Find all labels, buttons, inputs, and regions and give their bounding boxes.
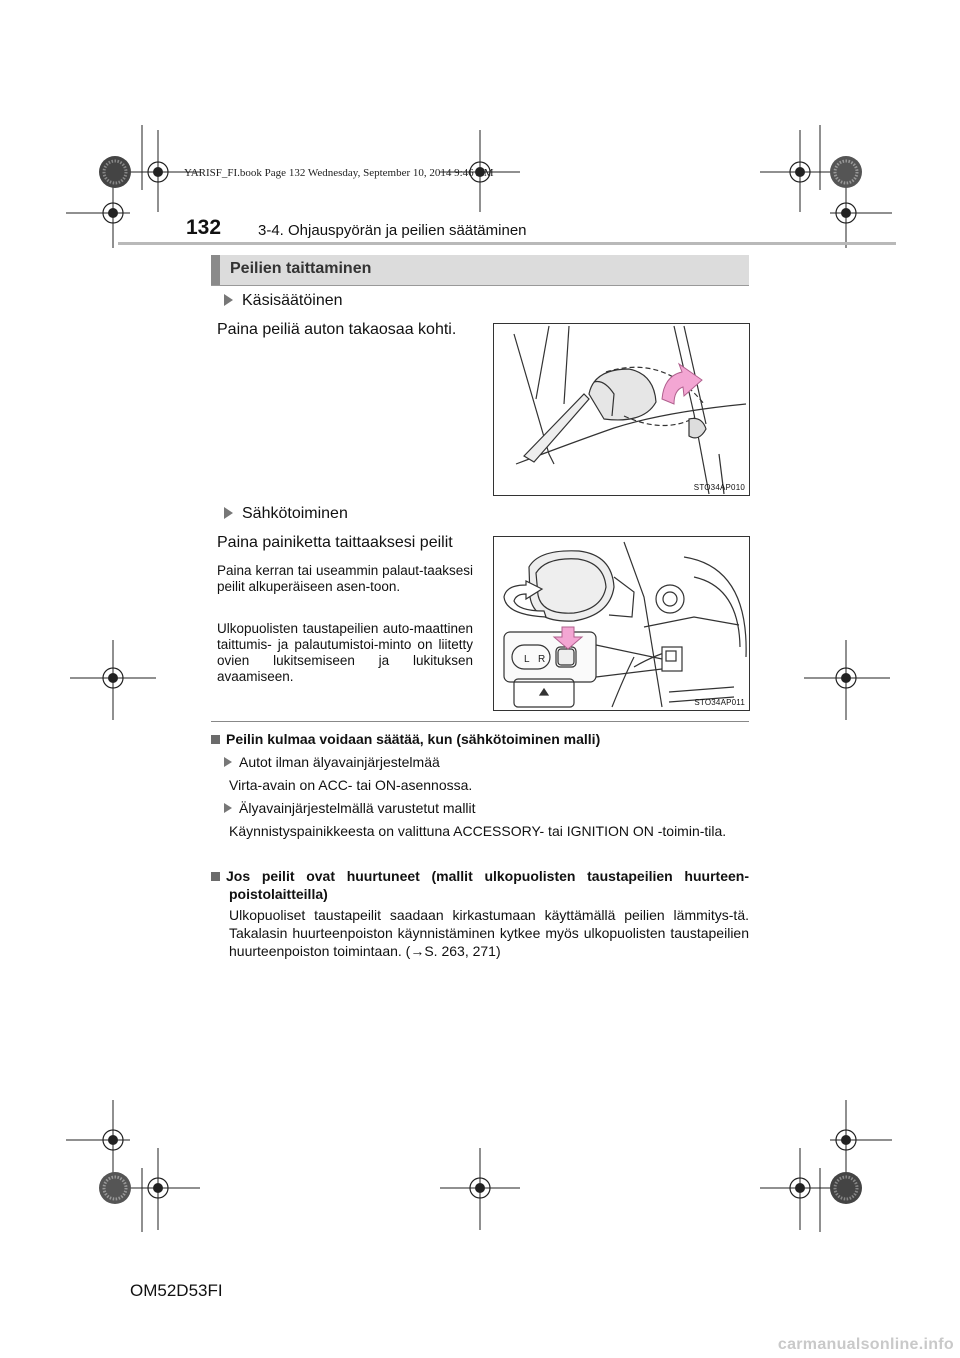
triangle-bullet-icon [224, 507, 233, 519]
section-rule [211, 285, 749, 286]
manual-label: Käsisäätöinen [242, 292, 343, 309]
angle-sub1: Autot ilman älyavainjärjestelmää [239, 754, 440, 770]
page-number: 132 [186, 216, 222, 239]
mirror-switch-illustration [494, 537, 749, 710]
triangle-bullet-icon [224, 757, 232, 767]
footer-manual-code: OM52D53FI [130, 1281, 223, 1300]
manual-fold-figure [493, 323, 750, 496]
angle-text1: Virta-avain on ACC- tai ON-asennossa. [229, 777, 473, 793]
section-title: Peilien taittaminen [230, 260, 372, 277]
angle-sub1-row [224, 753, 440, 771]
defog-heading-row [211, 867, 749, 903]
mirror-fold-illustration [494, 324, 749, 495]
figure-code: STO34AP010 [693, 483, 745, 492]
section-heading [211, 255, 749, 285]
angle-sub2: Älyavainjärjestelmällä varustetut mallit [239, 800, 476, 816]
square-bullet-icon [211, 872, 220, 881]
electric-label: Sähkötoiminen [242, 505, 348, 522]
switch-left-label: L [524, 654, 530, 665]
watermark: carmanualsonline.info [777, 1336, 954, 1353]
switch-right-label: R [538, 654, 546, 665]
square-bullet-icon [211, 735, 220, 744]
defog-text: Ulkopuoliset taustapeilit saadaan kirkastumaan käyttämällä peilien lämmitys-tä. Takalasin huurteenpoiston käynnistäminen kytkee myös ulkopuolisten taustapeilien huurteenpoiston toimintaan. (→S. 263, 271) [229, 907, 749, 959]
angle-text2: Käynnistyspainikkeesta on valittuna ACCESSORY- tai IGNITION ON -toimin-tila. [229, 823, 727, 839]
manual-instruction: Paina peiliä auton takaosaa kohti. [217, 321, 457, 338]
electric-label-row [224, 505, 348, 523]
content-divider [211, 721, 749, 722]
figure-code: STO34AP011 [694, 698, 745, 707]
defog-heading: Jos peilit ovat huurtuneet (mallit ulkopuolisten taustapeilien huurteen-poistolaitteilla) [226, 868, 749, 902]
fold-direction-arrow-icon [662, 364, 702, 404]
triangle-bullet-icon [224, 294, 233, 306]
book-header: YARISF_FI.book Page 132 Wednesday, September 10, 2014 9:46 AM [184, 167, 494, 179]
triangle-bullet-icon [224, 803, 232, 813]
electric-note-1: Paina kerran tai useammin palaut-taaksesi peilit alkuperäiseen asen-toon. [217, 563, 473, 594]
chapter-title: 3-4. Ohjauspyörän ja peilien säätäminen [258, 222, 527, 239]
electric-instruction: Paina painiketta taittaaksesi peilit [217, 534, 453, 551]
angle-sub2-row [224, 799, 476, 817]
manual-label-row [224, 292, 343, 310]
electric-fold-figure [493, 536, 750, 711]
angle-heading-row [211, 730, 749, 748]
angle-heading: Peilin kulmaa voidaan säätää, kun (sähkötoiminen malli) [226, 731, 601, 747]
header-rule [118, 242, 896, 245]
section-heading-bar [211, 255, 220, 285]
electric-note-2: Ulkopuolisten taustapeilien auto-maattinen taittumis- ja palautumistoi-minto on liitetty ovien lukitsemiseen ja lukituksen avaamiseen. [217, 621, 473, 684]
